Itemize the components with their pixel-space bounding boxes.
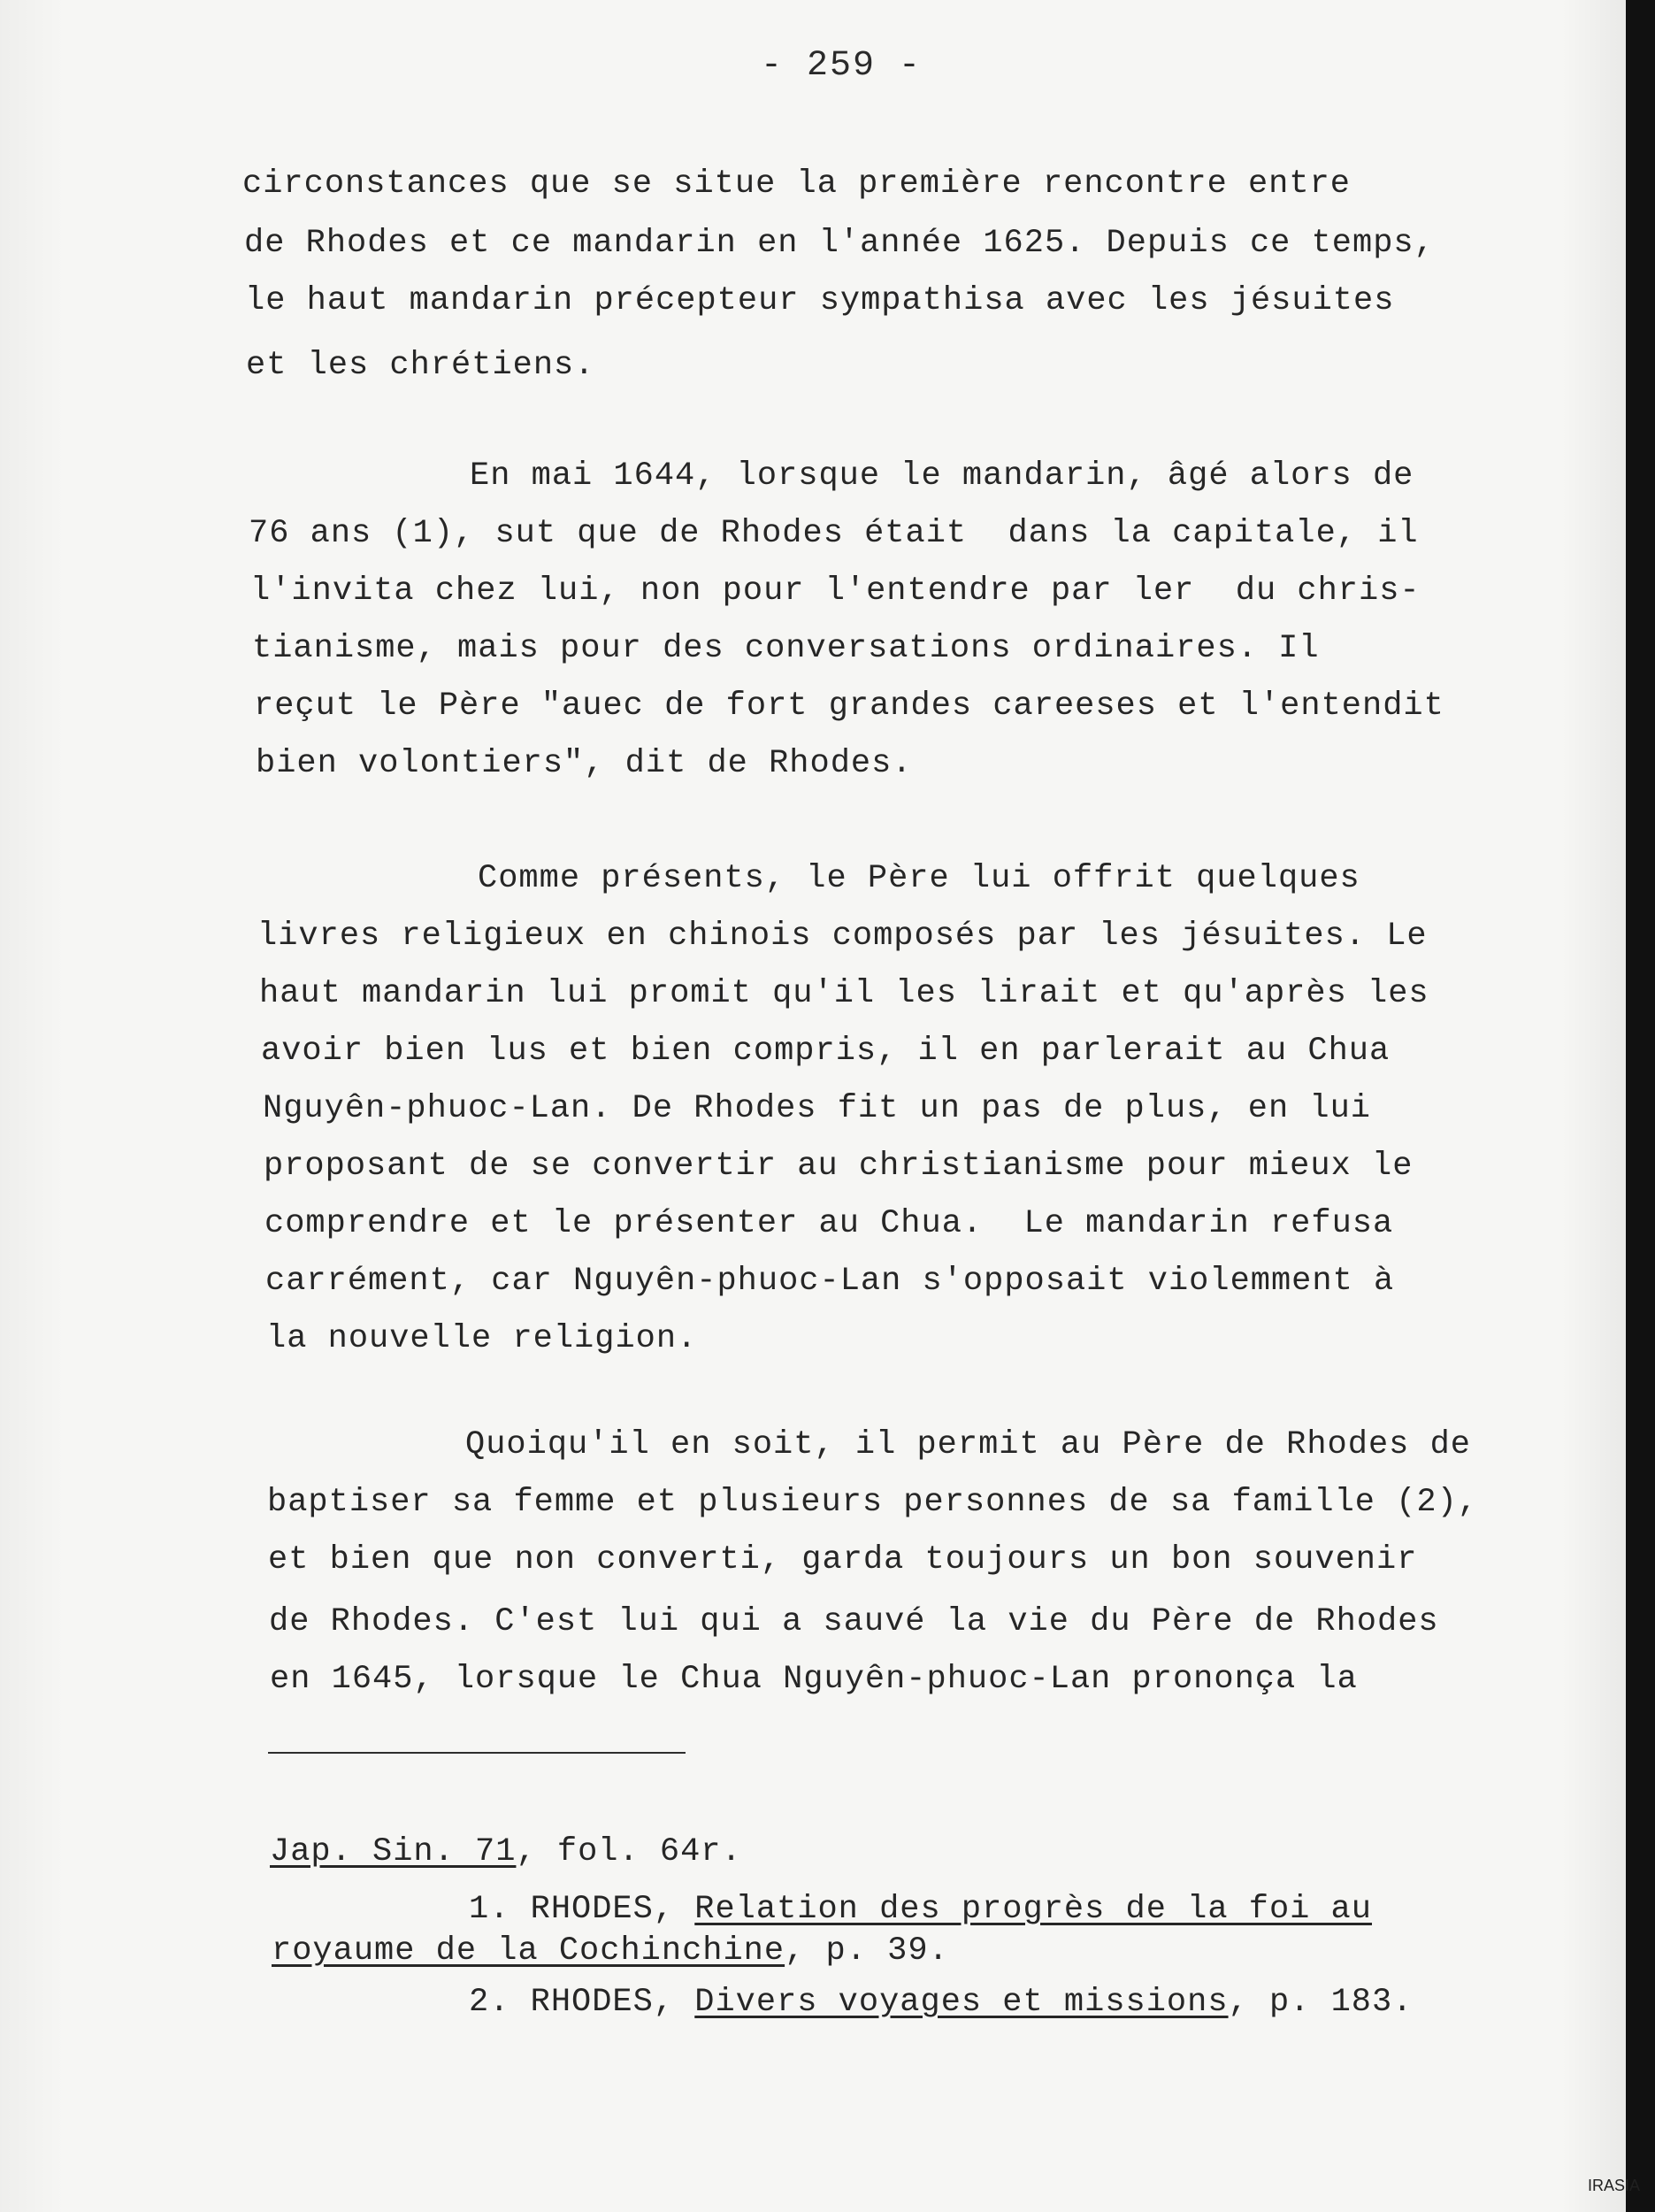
paragraph-1-line-1: circonstances que se situe la première rencontre entre <box>242 165 1351 203</box>
footnote-2 <box>469 1986 1413 2019</box>
paragraph-2-line-3: l'invita chez lui, non pour l'entendre par ler du chris- <box>250 572 1421 610</box>
footnote-2-title: Divers voyages et missions <box>694 1984 1229 2021</box>
paragraph-4-line-4: de Rhodes. C'est lui qui a sauvé la vie du Père de Rhodes <box>269 1603 1439 1640</box>
paragraph-4-line-2: baptiser sa femme et plusieurs personnes de sa famille (2), <box>267 1484 1479 1521</box>
paragraph-3-line-6: proposant de se convertir au christianisme pour mieux le <box>264 1148 1414 1185</box>
paragraph-4-line-1: Quoiqu'il en soit, il permit au Père de Rhodes de <box>465 1426 1471 1463</box>
footnote-separator <box>268 1752 686 1754</box>
paragraph-2-line-2: 76 ans (1), sut que de Rhodes était dans la capitale, il <box>249 515 1419 552</box>
paragraph-4-line-5: en 1645, lorsque le Chua Nguyên-phuoc-Lan prononça la <box>270 1661 1358 1698</box>
paragraph-4-line-3: et bien que non converti, garda toujours un bon souvenir <box>268 1541 1418 1578</box>
paragraph-3-line-8: carrément, car Nguyên-phuoc-Lan s'opposait violemment à <box>265 1263 1395 1300</box>
paragraph-2-line-1: En mai 1644, lorsque le mandarin, âgé alors de <box>470 457 1414 495</box>
page-number: - 259 - <box>761 46 923 86</box>
paragraph-1-line-4: et les chrétiens. <box>246 347 595 384</box>
paragraph-3-line-4: avoir bien lus et bien compris, il en parlerait au Chua <box>261 1033 1391 1070</box>
footnote-2-suffix: , p. 183. <box>1228 1984 1414 2021</box>
archive-watermark: IRASIA <box>1588 2177 1641 2194</box>
paragraph-2-line-6: bien volontiers", dit de Rhodes. <box>256 745 913 782</box>
paragraph-3-line-5: Nguyên-phuoc-Lan. De Rhodes fit un pas de plus, en lui <box>263 1090 1371 1127</box>
footnote-1-line-2 <box>272 1932 949 1970</box>
paragraph-3-line-9: la nouvelle religion. <box>266 1320 698 1357</box>
paragraph-3-line-2: livres religieux en chinois composés par les jésuites. Le <box>257 918 1428 955</box>
paragraph-1-line-3: le haut mandarin précepteur sympathisa avec les jésuites <box>245 282 1395 319</box>
paragraph-3-line-3: haut mandarin lui promit qu'il les lirait et qu'après les <box>259 975 1429 1012</box>
paragraph-3-line-7: comprendre et le présenter au Chua. Le mandarin refusa <box>264 1205 1394 1242</box>
paragraph-3-line-1: Comme présents, le Père lui offrit quelques <box>478 860 1360 897</box>
footnote-1-suffix: , p. 39. <box>785 1932 949 1970</box>
source-ref: Jap. Sin. 71 <box>270 1833 517 1870</box>
footnote-1-title-part1: Relation des progrès de la foi au <box>694 1891 1372 1928</box>
source-rest: , fol. 64r. <box>516 1833 742 1870</box>
footnote-1-prefix: 1. RHODES, <box>469 1891 695 1928</box>
footnote-1-title-part2: royaume de la Cochinchine <box>272 1932 785 1970</box>
paragraph-1-line-2: de Rhodes et ce mandarin en l'année 1625. Depuis ce temps, <box>244 225 1435 262</box>
paragraph-2-line-5: reçut le Père "auec de fort grandes careeses et l'entendit <box>254 687 1444 725</box>
paragraph-2-line-4: tianisme, mais pour des conversations ordinaires. Il <box>252 630 1320 667</box>
footnote-1-line-1 <box>469 1893 1372 1926</box>
footnote-2-prefix: 2. RHODES, <box>469 1984 695 2021</box>
footnote-source <box>270 1833 742 1870</box>
